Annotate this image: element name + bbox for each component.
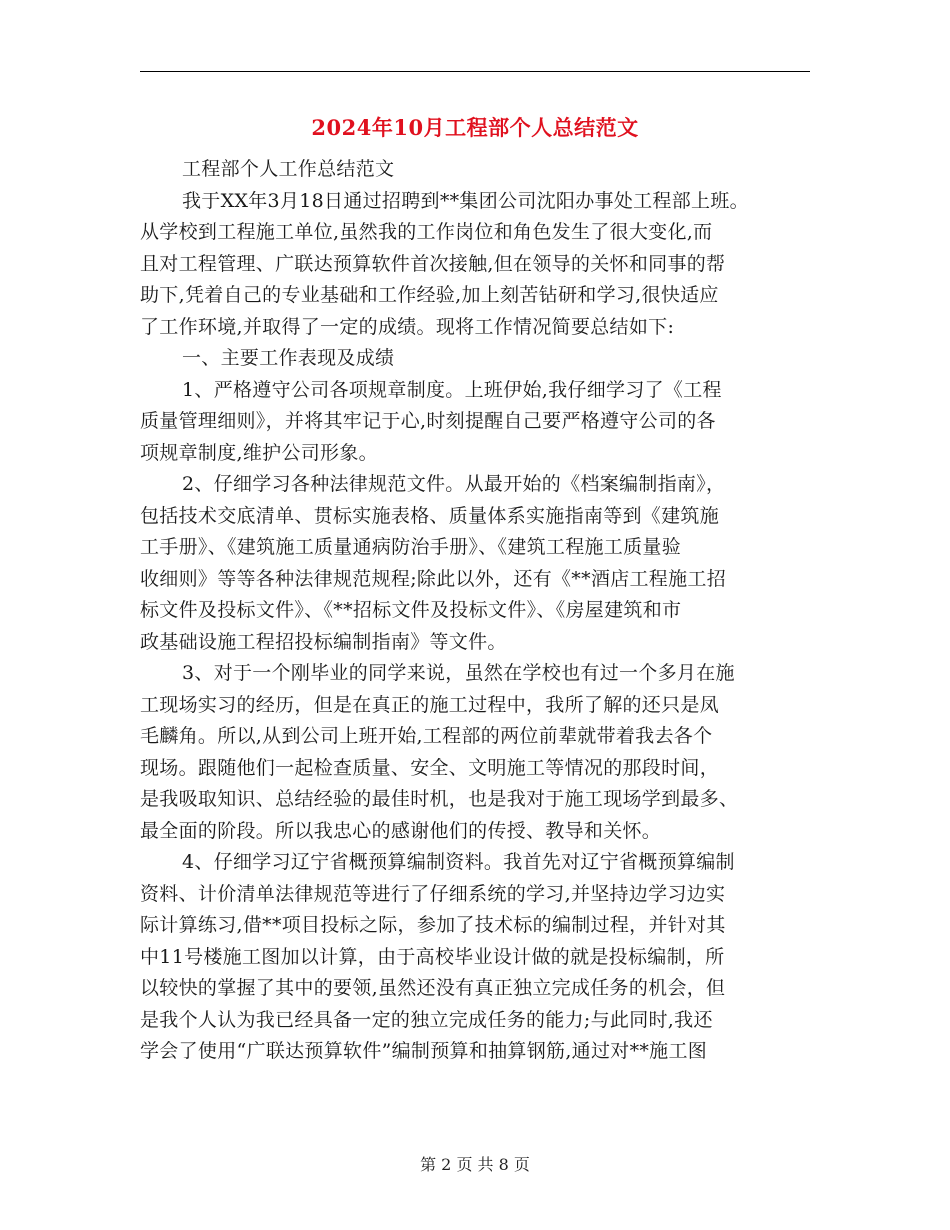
- text-line: 收细则》等等各种法律规范规程;除此以外，还有《**酒店工程施工招: [140, 567, 727, 590]
- text-line: 毛麟角。所以,从到公司上班开始,工程部的两位前辈就带着我去各个: [140, 725, 713, 747]
- text-line: 标文件及投标文件》、《**招标文件及投标文件》、《房屋建筑和市: [140, 599, 682, 621]
- text-line: 政基础设施工程招投标编制指南》等文件。: [140, 630, 507, 653]
- text-line: 工手册》、《建筑施工质量通病防治手册》、《建筑工程施工质量验: [140, 536, 682, 558]
- text-line: 中11号楼施工图加以计算，由于高校毕业设计做的就是投标编制，所: [140, 945, 725, 968]
- text-line: 是我吸取知识、总结经验的最佳时机，也是我对于施工现场学到最多、: [140, 788, 739, 810]
- text-line: 工程部个人工作总结范文: [182, 158, 395, 180]
- document-title: 2024年10月工程部个人总结范文: [311, 115, 639, 140]
- text-line: 工现场实习的经历，但是在真正的施工过程中，我所了解的还只是凤: [140, 693, 720, 716]
- text-line: 一、主要工作表现及成绩: [182, 347, 395, 369]
- header-rule: [140, 71, 810, 72]
- text-line: 项规章制度,维护公司形象。: [140, 441, 378, 464]
- text-line: 且对工程管理、广联达预算软件首次接触,但在领导的关怀和同事的帮: [140, 252, 726, 275]
- text-line: 3、对于一个刚毕业的同学来说，虽然在学校也有过一个多月在施: [182, 662, 735, 684]
- text-line: 学会了使用“广联达预算软件”编制预算和抽算钢筋,通过对**施工图: [140, 1040, 708, 1062]
- text-line: 从学校到工程施工单位,虽然我的工作岗位和角色发生了很大变化,而: [140, 221, 713, 243]
- text-line: 2、仔细学习各种法律规范文件。从最开始的《档案编制指南》，: [182, 473, 726, 495]
- text-line: 质量管理细则》，并将其牢记于心,时刻提醒自己要严格遵守公司的各: [140, 410, 716, 432]
- text-line: 资料、计价清单法律规范等进行了仔细系统的学习,并坚持边学习边实: [140, 882, 726, 905]
- text-line: 助下,凭着自己的专业基础和工作经验,加上刻苦钻研和学习,很快适应: [140, 284, 719, 306]
- text-line: 现场。跟随他们一起检查质量、安全、文明施工等情况的那段时间，: [140, 756, 720, 779]
- text-line: 包括技术交底清单、贯标实施表格、质量体系实施指南等到《建筑施: [140, 504, 720, 527]
- text-line: 最全面的阶段。所以我忠心的感谢他们的传授、教导和关怀。: [140, 819, 662, 842]
- text-line: 1、严格遵守公司各项规章制度。上班伊始,我仔细学习了《工程: [182, 378, 722, 401]
- text-line: 我于XX年3月18日通过招聘到**集团公司沈阳办事处工程部上班。: [182, 189, 749, 212]
- text-line: 际计算练习,借**项目投标之际，参加了技术标的编制过程，并针对其: [140, 914, 726, 936]
- text-line: 了工作环境,并取得了一定的成绩。现将工作情况简要总结如下:: [140, 315, 675, 338]
- text-line: 以较快的掌握了其中的要领,虽然还没有真正独立完成任务的机会，但: [140, 977, 726, 999]
- page-footer: 第 2 页 共 8 页: [420, 1155, 530, 1174]
- text-line: 是我个人认为我已经具备一定的独立完成任务的能力;与此同时,我还: [140, 1008, 713, 1031]
- text-line: 4、仔细学习辽宁省概预算编制资料。我首先对辽宁省概预算编制: [182, 851, 735, 873]
- document-body: [140, 154, 830, 1068]
